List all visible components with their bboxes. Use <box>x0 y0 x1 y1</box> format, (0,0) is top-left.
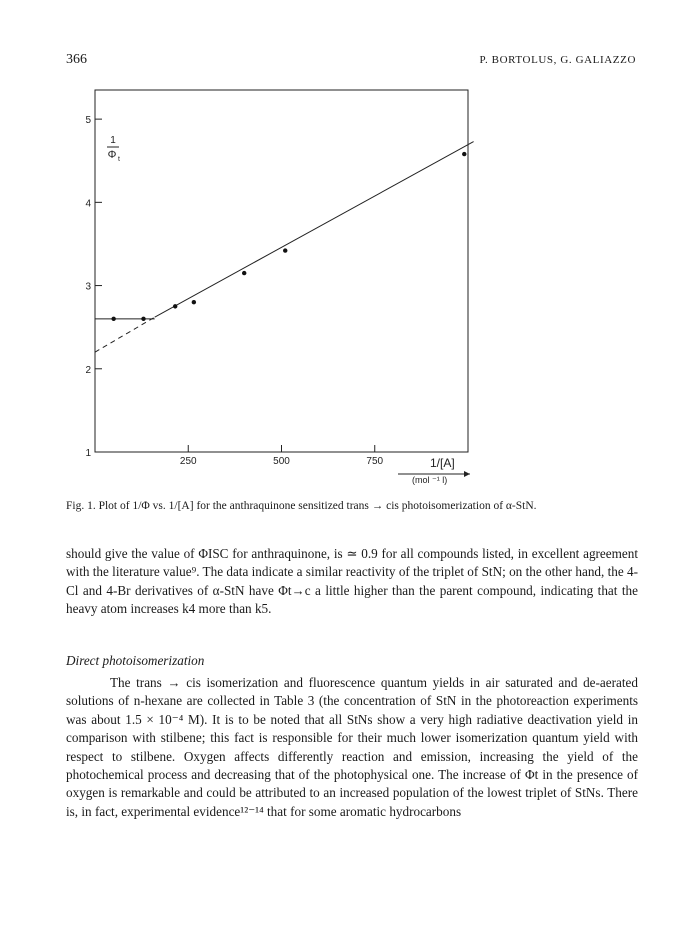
fit-line <box>155 142 474 318</box>
data-point-1 <box>111 317 115 321</box>
data-point-5 <box>242 271 246 275</box>
y-tick-label-5: 5 <box>85 115 91 127</box>
data-point-6 <box>283 248 287 252</box>
running-head: P. BORTOLUS, G. GALIAZZO <box>479 54 636 66</box>
x-label-arrow-head <box>464 471 470 477</box>
section-heading: Direct photoisomerization <box>66 653 205 668</box>
data-point-7 <box>462 152 466 156</box>
x-tick-label-750: 750 <box>366 456 384 467</box>
y-label-symbol: Φ <box>107 149 117 161</box>
plot-frame <box>95 90 468 452</box>
data-point-3 <box>173 304 177 308</box>
y-tick-label-1: 1 <box>85 448 91 459</box>
x-tick-label-250: 250 <box>179 456 197 467</box>
y-tick-label-4: 4 <box>85 198 91 210</box>
x-label-units: (mol ⁻¹ l) <box>412 475 448 485</box>
page-number: 366 <box>66 52 87 67</box>
figure-caption: Fig. 1. Plot of 1/Φ vs. 1/[A] for the anthraquinone sensitized trans → cis photoisomerization of α-StN. <box>66 500 537 512</box>
paragraph-2: The trans → cis isomerization and fluorescence quantum yields in air saturated and de-aerated solutions of n-hexane are collected in Table 3 (the concentration of StN in the photoreaction experiments was about 1.5 × 10⁻⁴ M). It is to be noted that all StNs show a very high radiative deactivation yield in comparison with stilbene; this fact is responsible for their much lower isomerization quantum yield with respect to stilbene. Oxygen affects differently reaction and emission, increasing the yield of the photochemical process and decreasing that of the photophysical one. The increase of Φt in the presence of oxygen is remarkable and could be attributed to an increased population of the lowest triplet of StNs. There is, in fact, experimental evidence¹²⁻¹⁴ that for some aromatic hydrocarbons <box>66 675 638 819</box>
x-tick-label-500: 500 <box>273 456 290 467</box>
data-point-4 <box>192 300 196 304</box>
y-label-subscript: t <box>118 156 120 163</box>
extrapolation-dashed-line <box>95 317 155 352</box>
x-label-symbol: 1/[A] <box>430 456 455 470</box>
paragraph-1: should give the value of ΦISC for anthraquinone, is ≃ 0.9 for all compounds listed, in excellent agreement with the literature value⁹. The data indicate a similar reactivity of the triplet of StN; on the other hand, the 4-Cl and 4-Br derivatives of α-StN have Φt→c a little higher than the parent compound, indicating that the heavy atom increases k4 more than k5. <box>66 546 638 617</box>
y-tick-label-3: 3 <box>85 281 91 293</box>
y-tick-label-2: 2 <box>85 364 91 376</box>
y-label-numerator: 1 <box>110 135 116 146</box>
data-point-2 <box>141 317 145 321</box>
